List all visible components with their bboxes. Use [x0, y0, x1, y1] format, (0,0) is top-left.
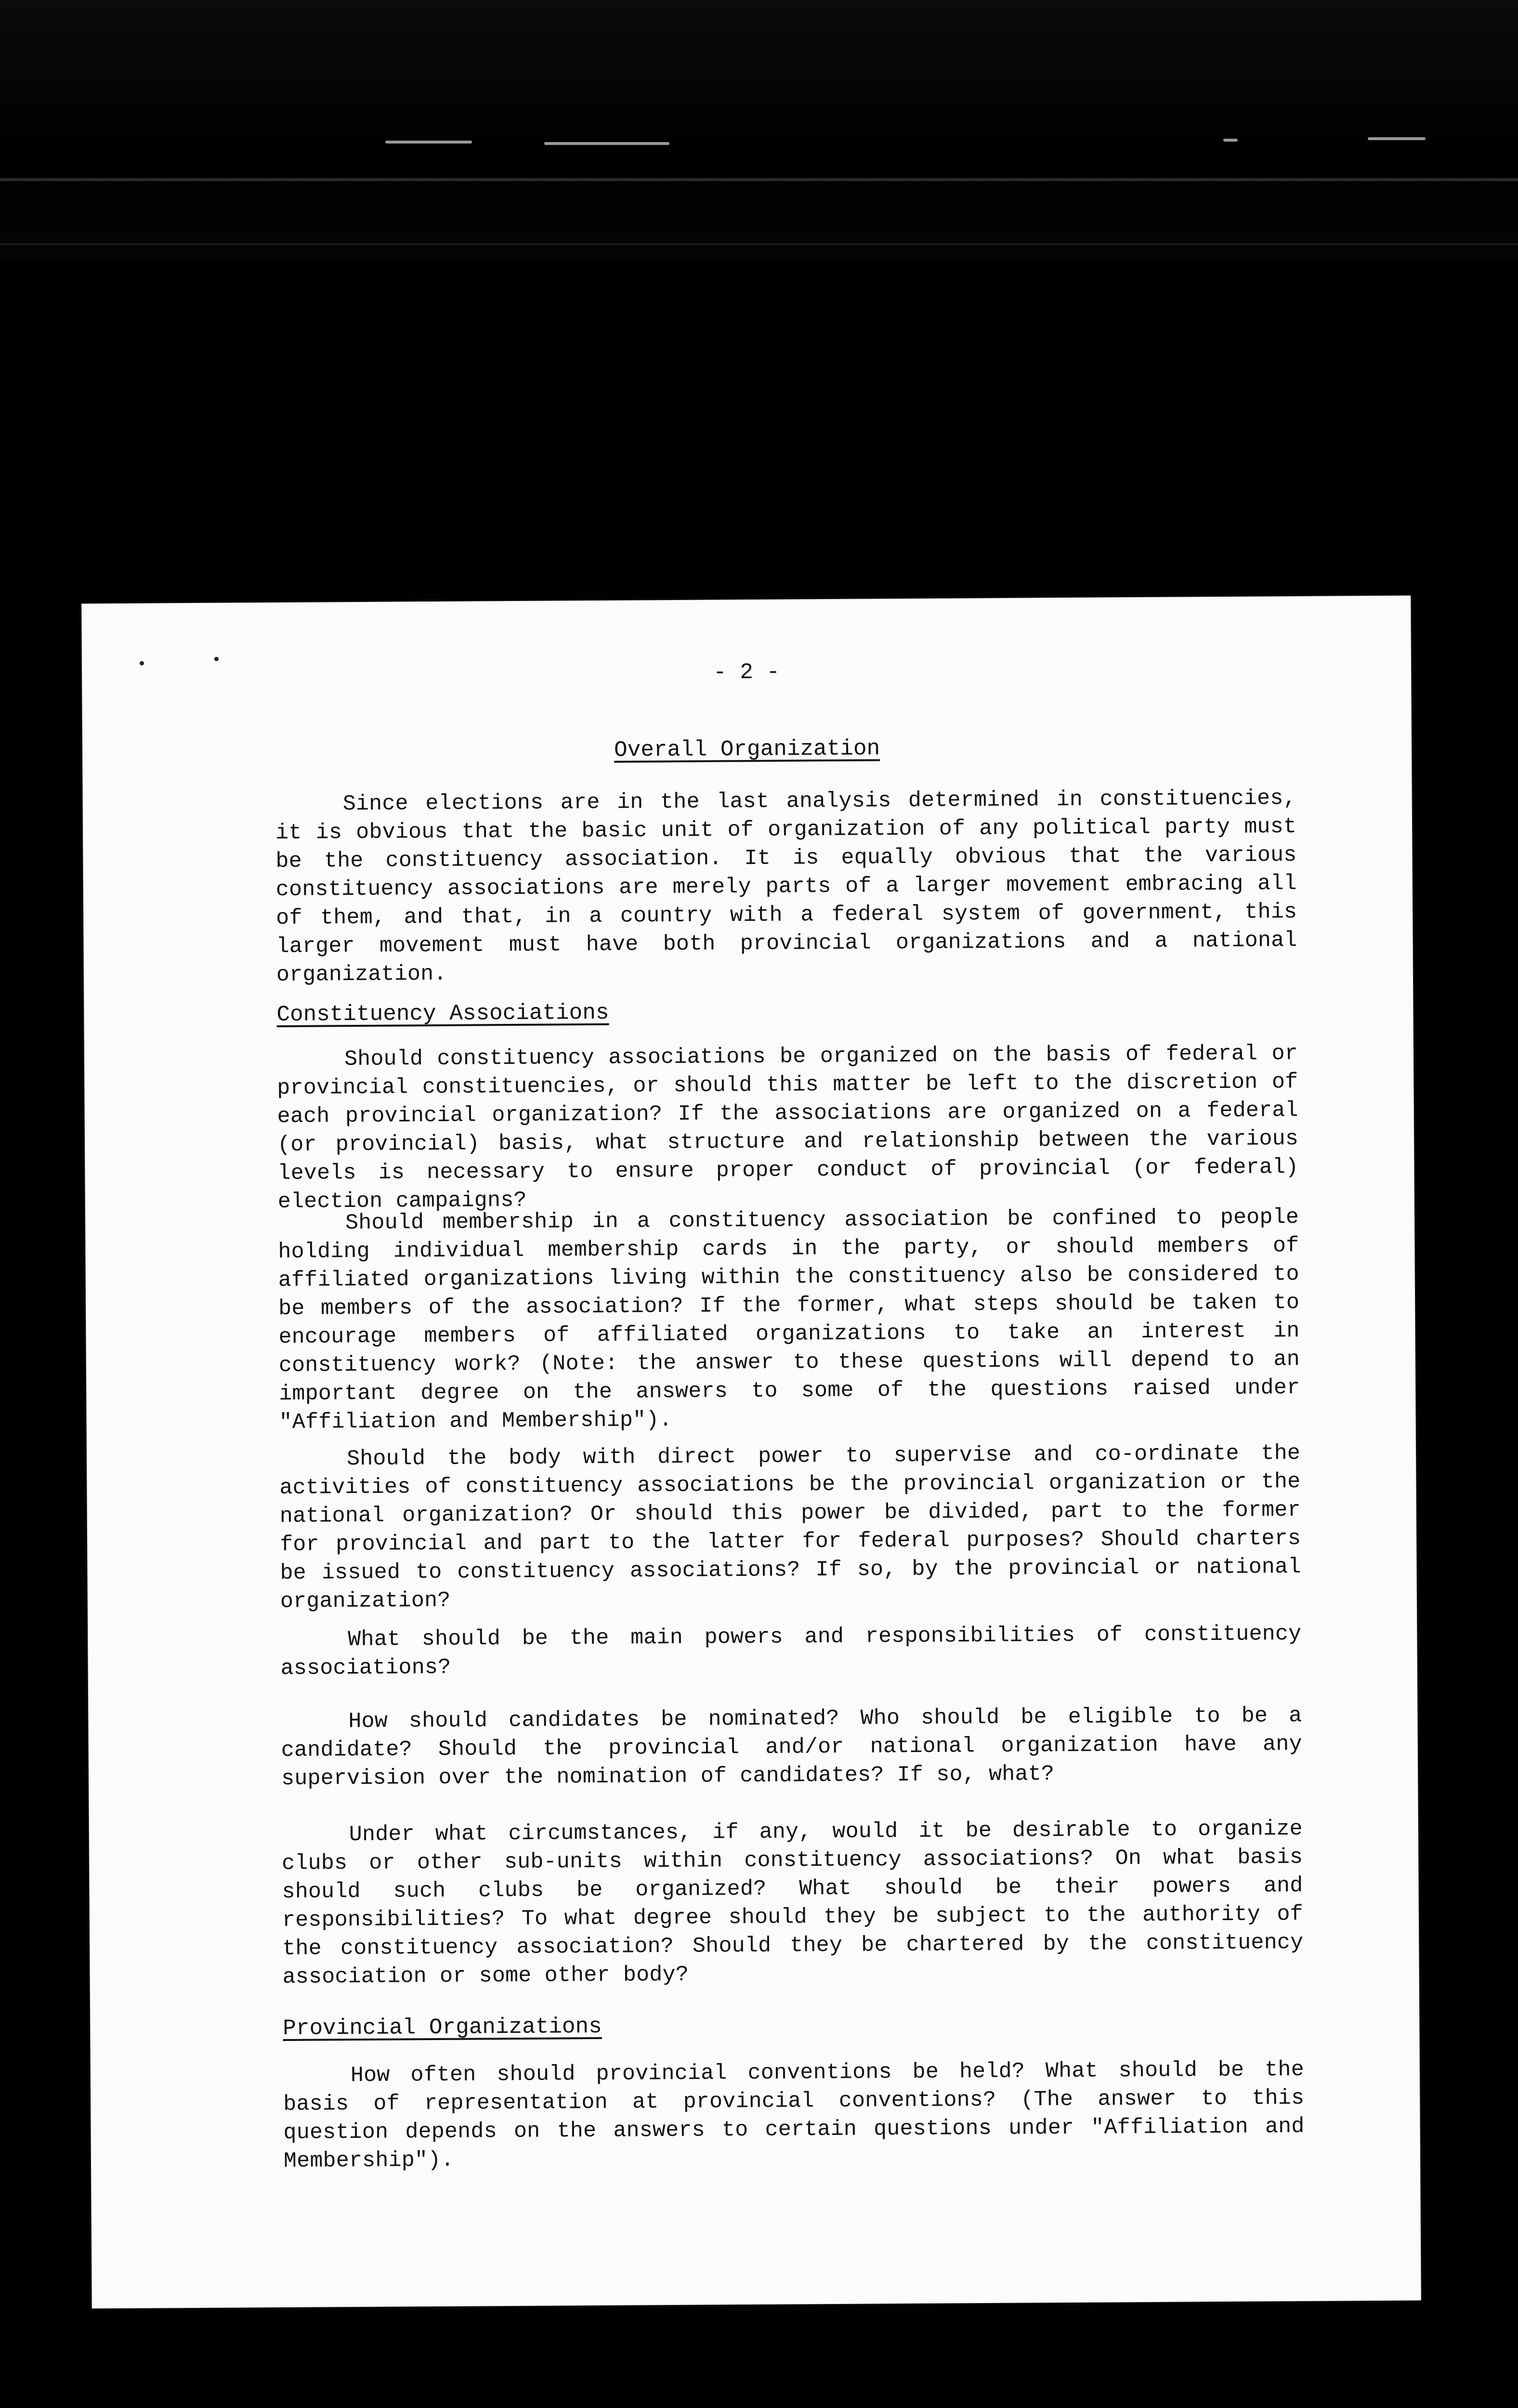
document-title-text: Overall Organization — [614, 736, 880, 763]
film-speck — [1368, 137, 1426, 140]
paragraph-membership: Should membership in a constituency association be confined to people holding individual membership cards in the party, or should members of affiliated organizations living within the constituency also be considered to be members of the association? If the former, what steps should be taken to encourage members of affiliated organizations to take an interest in constituency work? (Note: the answer to these questions will depend to an important degree on the answers to some of the questions raised under "Affiliation and Membership"). — [278, 1205, 1300, 1435]
film-speck — [544, 142, 669, 145]
film-top-margin — [0, 0, 1518, 260]
film-edge-line — [0, 178, 1518, 181]
page-number: - 2 - — [713, 659, 780, 685]
paragraph-constituency-basis: Should constituency associations be organized on the basis of federal or provincial constituencies, or should this matter be left to the discretion of each provincial organization? If the associations are organized on a federal (or provincial) basis, what structure and relationship between the various levels is necessary to ensure proper conduct of provincial (or federal) election campaigns? — [277, 1041, 1299, 1214]
paragraph-powers: What should be the main powers and responsibilities of constituency associations? — [280, 1622, 1302, 1681]
section-heading-text: Provincial Organizations — [283, 2014, 602, 2041]
section-heading-text: Constituency Associations — [276, 1000, 609, 1028]
paragraph-provincial-conventions: How often should provincial conventions be held? What should be the basis of representation at provincial conventions? (The answer to this question depends on the answers to certain questions under "Affiliation and Membership"). — [283, 2057, 1305, 2173]
paragraph-nomination: How should candidates be nominated? Who should be eligible to be a candidate? Should the provincial and/or national organization have any supervision over the nomination of candidates? If so, what? — [281, 1703, 1302, 1791]
film-speck — [385, 141, 472, 144]
paragraph-clubs: Under what circumstances, if any, would it be desirable to organize clubs or other sub-units within constituency associations? On what basis should such clubs be organized? What should be their powers and responsibilities? To what degree should they be subject to the authority of the constituency association? Should they be chartered by the constituency association or some other body? — [282, 1817, 1304, 1989]
intro-paragraph: Since elections are in the last analysis determined in constituencies, it is obvious that the basic unit of organization of any political party must be the constituency association. It is equally obvious that the various constituency associations are merely parts of a larger movement embracing all of them, and that, in a country with a federal system of government, this larger movement must have both provincial organizations and a national organization. — [275, 786, 1297, 988]
section-heading-constituency — [276, 1000, 609, 1027]
document-title — [82, 733, 1412, 766]
section-heading-provincial — [283, 2014, 602, 2041]
film-edge-line — [0, 243, 1518, 245]
film-speck — [1223, 139, 1238, 142]
paragraph-supervision: Should the body with direct power to supervise and co-ordinate the activities of constituency associations be the provincial organization or the national organization? Or should this power be divided, part to the former for provincial and part to the latter for federal purposes? Should charters be issued to constituency associations? If so, by the provincial or national organization? — [279, 1441, 1301, 1614]
page-speck — [214, 657, 219, 661]
document-page — [81, 596, 1421, 2309]
